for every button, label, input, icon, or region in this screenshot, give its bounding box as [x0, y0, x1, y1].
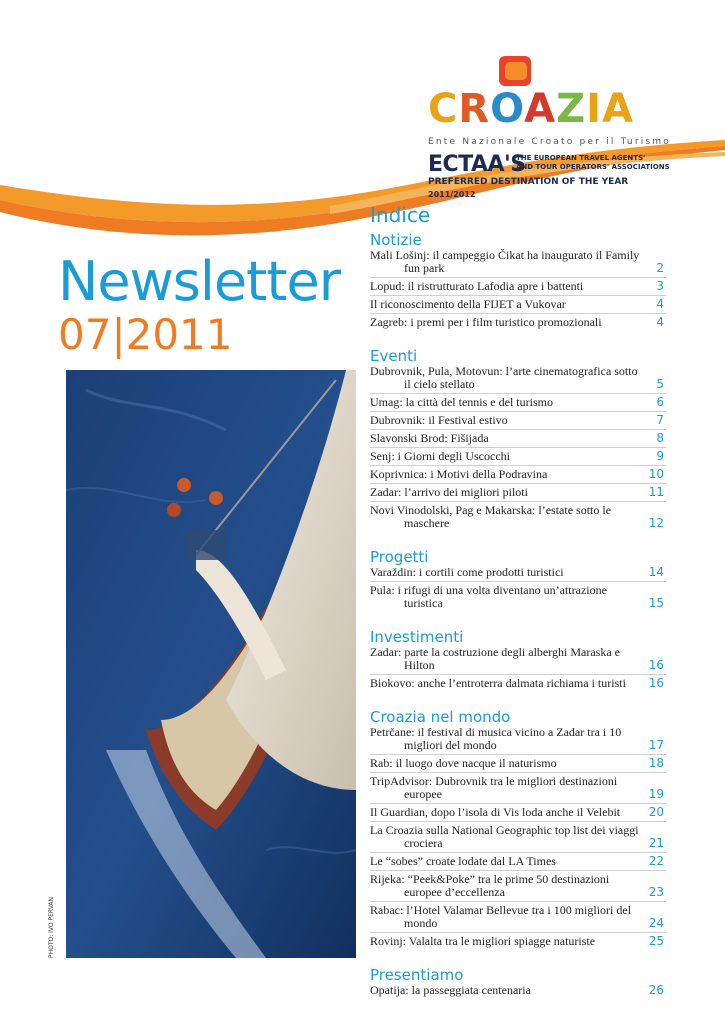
entry-page: 5	[656, 377, 664, 391]
entry-text: Mali Lošinj: il campeggio Čikat ha inaugurato il Family fun park	[370, 248, 640, 275]
toc-entry[interactable]	[370, 873, 666, 902]
toc-entry[interactable]	[370, 646, 666, 675]
toc-entry[interactable]	[370, 365, 666, 394]
entry-text: TripAdvisor: Dubrovnik tra le migliori destinazioni europee	[370, 774, 618, 801]
toc-entry[interactable]	[370, 396, 666, 412]
entry-text: Umag: la città del tennis e del turismo	[370, 395, 553, 409]
entry-text: Zadar: l’arrivo dei migliori piloti	[370, 485, 528, 499]
entry-text: Senj: i Giorni degli Uscocchi	[370, 449, 510, 463]
toc-entry[interactable]	[370, 298, 666, 314]
entry-page: 19	[648, 787, 664, 801]
newsletter-title: Newsletter	[58, 250, 340, 313]
entry-page: 7	[656, 413, 664, 427]
toc-section-investimenti	[370, 628, 666, 692]
entry-text: La Croazia sulla National Geographic top list dei viaggi crociera	[370, 823, 639, 850]
entry-page: 4	[656, 315, 664, 329]
entry-text: Novi Vinodolski, Pag e Makarska: l’estate sotto le maschere	[370, 503, 612, 530]
toc-entry[interactable]	[370, 824, 666, 853]
entry-page: 25	[648, 934, 664, 948]
toc-entry[interactable]	[370, 757, 666, 773]
toc-section-progetti	[370, 548, 666, 612]
entry-page: 8	[656, 431, 664, 445]
toc-entry[interactable]	[370, 726, 666, 755]
toc-entry[interactable]	[370, 316, 666, 331]
entry-text: Petrčane: il festival di musica vicino a Zadar tra i 10 migliori del mondo	[370, 725, 622, 752]
toc-entry[interactable]	[370, 584, 666, 612]
entry-page: 21	[648, 836, 664, 850]
entry-page: 17	[648, 738, 664, 752]
entry-text: Zadar: parte la costruzione degli alberghi Maraska e Hilton	[370, 645, 621, 672]
entry-text: Il Guardian, dopo l’isola di Vis loda anche il Velebit	[370, 805, 621, 819]
entry-text: Biokovo: anche l’entroterra dalmata richiama i turisti	[370, 676, 626, 690]
section-title: Croazia nel mondo	[370, 708, 511, 726]
toc-section-notizie	[370, 231, 666, 331]
entry-text: Dubrovnik, Pula, Motovun: l’arte cinematografica sotto il cielo stellato	[370, 364, 638, 391]
ectaa-preferred: PREFERRED DESTINATION OF THE YEAR	[428, 177, 629, 187]
croatia-logo	[428, 52, 678, 202]
sailboat-photo	[66, 370, 356, 958]
entry-page: 18	[648, 756, 664, 770]
toc-entry[interactable]	[370, 414, 666, 430]
toc-section-eventi	[370, 347, 666, 532]
ectaa-mark: ECTAA'S	[428, 152, 526, 177]
section-title: Investimenti	[370, 628, 464, 646]
entry-page: 9	[656, 449, 664, 463]
croazia-wordmark: CROAZIA	[428, 86, 634, 132]
toc-entry[interactable]	[370, 432, 666, 448]
photo-credit: PHOTO: IVO PERVAN	[48, 896, 55, 958]
table-of-contents	[370, 203, 666, 1015]
toc-entry[interactable]	[370, 984, 666, 999]
entry-text: Pula: i rifugi di una volta diventano un’attrazione turistica	[370, 583, 607, 610]
entry-page: 11	[648, 485, 664, 499]
entry-page: 12	[648, 516, 664, 530]
entry-page: 15	[648, 596, 664, 610]
toc-entry[interactable]	[370, 677, 666, 692]
entry-text: Opatija: la passeggiata centenaria	[370, 983, 531, 997]
entry-text: Le “sobes” croate lodate dal LA Times	[370, 854, 556, 868]
entry-text: Il riconoscimento della FIJET a Vukovar	[370, 297, 566, 311]
toc-entry[interactable]	[370, 855, 666, 871]
entry-page: 20	[648, 805, 664, 819]
toc-entry[interactable]	[370, 486, 666, 502]
toc-entry[interactable]	[370, 468, 666, 484]
toc-entry[interactable]	[370, 775, 666, 804]
toc-entry[interactable]	[370, 249, 666, 278]
entry-text: Rab: il luogo dove nacque il naturismo	[370, 756, 557, 770]
entry-page: 26	[648, 983, 664, 997]
entry-page: 10	[648, 467, 664, 481]
entry-text: Dubrovnik: il Festival estivo	[370, 413, 508, 427]
toc-entry[interactable]	[370, 904, 666, 933]
entry-text: Varaždin: i cortili come prodotti turistici	[370, 565, 564, 579]
section-title: Notizie	[370, 231, 422, 249]
toc-entry[interactable]	[370, 450, 666, 466]
toc-heading: Indice	[370, 203, 431, 227]
entry-text: Zagreb: i premi per i film turistico promozionali	[370, 315, 602, 329]
ectaa-description: THE EUROPEAN TRAVEL AGENTS' AND TOUR OPERATORS' ASSOCIATIONS	[516, 154, 670, 171]
entry-text: Rijeka: “Peek&Poke” tra le prime 50 destinazioni europee d’eccellenza	[370, 872, 610, 899]
logo-tagline: Ente Nazionale Croato per il Turismo	[428, 137, 671, 147]
toc-section-croazia-nel-mondo	[370, 708, 666, 950]
section-title: Presentiamo	[370, 966, 464, 984]
sun-mark-icon	[495, 52, 535, 90]
entry-page: 6	[656, 395, 664, 409]
entry-page: 16	[648, 658, 664, 672]
toc-entry[interactable]	[370, 280, 666, 296]
entry-page: 16	[648, 676, 664, 690]
issue-number: 07|2011	[58, 310, 233, 359]
entry-text: Koprivnica: i Motivi della Podravina	[370, 467, 548, 481]
toc-entry[interactable]	[370, 935, 666, 950]
entry-page: 3	[656, 279, 664, 293]
toc-section-presentiamo	[370, 966, 666, 999]
entry-text: Slavonski Brod: Fišijada	[370, 431, 489, 445]
toc-entry[interactable]	[370, 566, 666, 582]
entry-page: 14	[648, 565, 664, 579]
entry-text: Rovinj: Valalta tra le migliori spiagge naturiste	[370, 934, 596, 948]
ectaa-year: 2011/2012	[428, 190, 476, 199]
entry-page: 23	[648, 885, 664, 899]
toc-entry[interactable]	[370, 806, 666, 822]
entry-text: Rabac: l’Hotel Valamar Bellevue tra i 100 migliori del mondo	[370, 903, 632, 930]
section-title: Eventi	[370, 347, 418, 365]
entry-page: 2	[656, 261, 664, 275]
entry-page: 22	[648, 854, 664, 868]
toc-entry[interactable]	[370, 504, 666, 532]
entry-text: Lopud: il ristrutturato Lafodia apre i battenti	[370, 279, 584, 293]
entry-page: 4	[656, 297, 664, 311]
entry-page: 24	[648, 916, 664, 930]
section-title: Progetti	[370, 548, 429, 566]
